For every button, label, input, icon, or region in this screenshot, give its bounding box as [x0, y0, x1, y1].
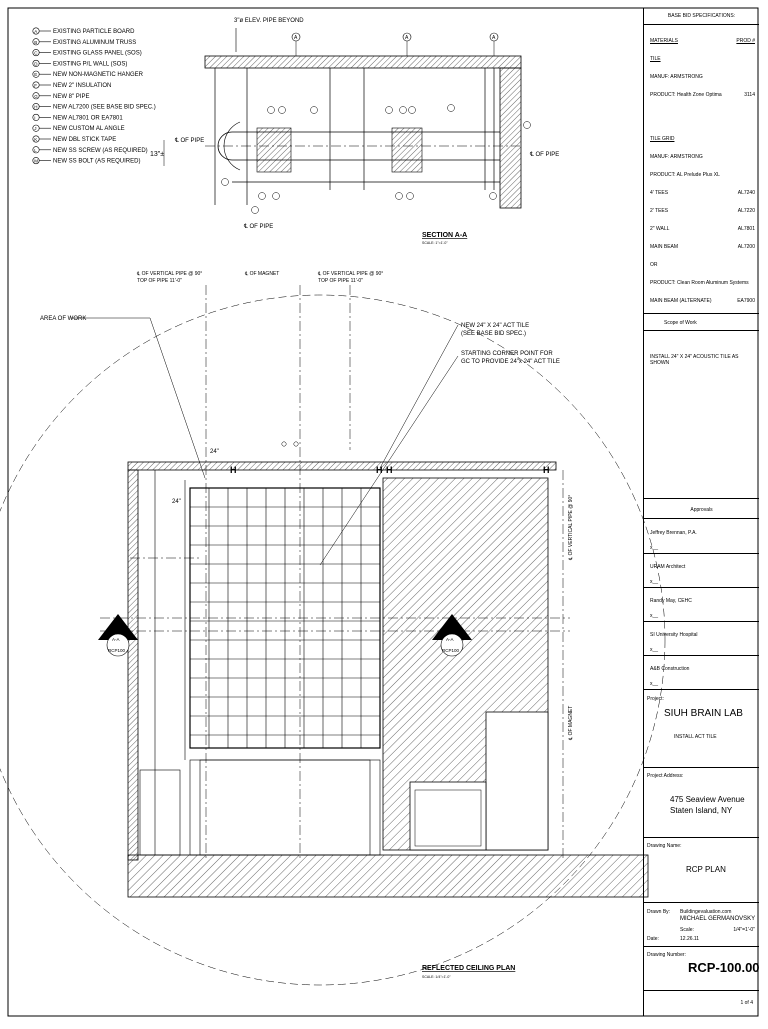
legend-key: A — [34, 29, 38, 34]
approval-entry: URAM Architect — [650, 564, 686, 570]
scale-value: 1/4"=1'-0" — [733, 927, 755, 933]
tile-label: TILE — [650, 56, 661, 62]
legend-key: H — [34, 104, 38, 110]
date-value: 12.26.11 — [680, 936, 700, 942]
legend-key: J — [34, 126, 37, 132]
main-beam-alt: MAIN BEAM (ALTERNATE) — [650, 298, 712, 304]
dim-24-top: 24" — [210, 449, 219, 455]
magnet-label-top: ℄ OF MAGNET — [245, 271, 280, 277]
svg-text:A: A — [294, 35, 298, 41]
drawn-by-1: Buildingevaluation.com — [680, 909, 732, 915]
reflected-ceiling-plan — [0, 271, 665, 985]
approval-entry: SI University Hospital — [650, 632, 698, 638]
grid-item-name: 2' TEES — [650, 208, 669, 214]
legend-key: E — [34, 72, 38, 78]
legend-text: EXISTING P/L WALL (SOS) — [53, 61, 128, 68]
materials-label: MATERIALS — [650, 38, 678, 44]
project-label: Project: — [647, 696, 664, 702]
legend-key: C — [34, 50, 38, 56]
section-pipe-cl-bottom: ℄ OF PIPE — [244, 224, 274, 230]
plan-title: REFLECTED CEILING PLAN — [422, 965, 516, 972]
address-line-2: Staten Island, NY — [670, 806, 733, 815]
legend-key: F — [34, 83, 38, 88]
grid-item-name: 2" WALL — [650, 226, 670, 232]
grid-markers — [292, 33, 498, 56]
grid-item-name: 4' TEES — [650, 190, 669, 196]
plan-scale: SCALE: 1/4"=1'-0" — [422, 975, 451, 979]
new-tile-note-2: (SEE BASE BID SPEC.) — [461, 331, 527, 337]
address-line-1: 475 Seaview Avenue — [670, 795, 745, 804]
section-pipe-cl-right: ℄ OF PIPE — [530, 152, 560, 158]
legend-text: NEW SS BOLT (AS REQUIRED) — [53, 158, 141, 165]
legend-text: NEW 8" PIPE — [53, 93, 90, 100]
manuf-1: MANUF: ARMSTRONG — [650, 74, 703, 80]
scope-header: Scope of Work — [664, 320, 697, 326]
legend-key: D — [34, 61, 38, 67]
legend-key: I — [34, 115, 36, 121]
legend-key: K — [34, 137, 38, 142]
right-pipe-label: ℄ OF VERTICAL PIPE @ 90° — [568, 494, 574, 560]
svg-text:H: H — [376, 465, 383, 475]
approval-entry: Jeffrey Brennan, P.A. — [650, 530, 697, 536]
svg-text:H: H — [230, 465, 237, 475]
pipe-label-1a: ℄ OF VERTICAL PIPE @ 90° — [137, 271, 203, 277]
legend-text: NEW SS SCREW (AS REQUIRED) — [53, 147, 148, 154]
svg-text:A-A: A-A — [112, 637, 120, 642]
right-magnet-label: ℄ OF MAGNET — [568, 705, 574, 740]
section-pipe-note: 3"ø ELEV. PIPE BEYOND — [234, 18, 304, 24]
scope-text: INSTALL 24" X 24" ACOUSTIC TILE AS SHOWN — [650, 354, 739, 366]
legend-text: NEW DBL STICK TAPE — [53, 137, 117, 143]
grid-item-code: AL7801 — [737, 226, 755, 232]
new-tile-note-1: NEW 24" X 24" ACT TILE — [461, 323, 530, 329]
corner-note-2: GC TO PROVIDE 24"x 24" ACT TILE — [461, 359, 560, 365]
legend-text: NEW CUSTOM AL ANGLE — [53, 126, 125, 133]
section-title: SECTION A-A — [422, 232, 468, 239]
main-beam-alt-code: EA7900 — [737, 298, 755, 304]
legend-text: EXISTING ALUMINUM TRUSS — [53, 39, 137, 46]
approval-entry: Randy May, CEHC — [650, 598, 692, 604]
pipe-label-1b: TOP OF PIPE 11'-0" — [137, 278, 182, 284]
drawing-name: RCP PLAN — [686, 865, 726, 874]
sheet-of: 1 of 4 — [740, 1000, 753, 1006]
section-a-a — [150, 18, 559, 245]
dim-24-side: 24" — [172, 499, 181, 505]
legend-text: NEW AL7801 OR EA7801 — [53, 115, 123, 122]
product-3: PRODUCT: Clean Room Aluminum Systems — [650, 280, 749, 286]
approvals-header: Approvals — [690, 507, 713, 513]
title-block: BASE BID SPECIFICATIONS: MATERIALS PROD # TILE MANUF: ARMSTRONG PRODUCT: Health Zone Optima 3114 TILE GRID MANUF: ARMSTRONG PRODUCT: AL Prelude Plus XL 4' TEES AL7240 2' TEES AL7220 2" WALL AL7801 MAIN BEAM AL7200 OR PRODUCT: Clean Room Aluminum Systems MAIN BEAM (ALTERNATE) EA7900 Scope of Work INSTALL 24" X 24" ACOUSTIC TILE AS SHOWN Approvals Jeffrey Brennan, P.A. x__ URAM Architect x__ Randy May, CEHC x__ SI University Hospital x__ A&B Construction x__ Project: SIUH BRAIN LAB INSTALL ACT TILE Project Address: 475 Seaview Avenue Staten Island, NY Drawing Name: RCP PLAN Drawn By: Buildingevaluation.com MICHAEL GERMANOVSKY Scale: 1/4"=1'-0" Date: 12.26.11 Drawing Number: RCP-100.00 1 of 4 — [643, 8, 759, 1016]
product-1: PRODUCT: Health Zone Optima — [650, 92, 722, 98]
product-2: PRODUCT: AL Prelude Plus XL — [650, 172, 720, 178]
corner-note-1: STARTING CORNER POINT FOR — [461, 351, 553, 357]
drawn-by-2: MICHAEL GERMANOVSKY — [680, 916, 756, 922]
svg-text:RCP100: RCP100 — [108, 648, 126, 653]
tile-grid-label: TILE GRID — [650, 136, 675, 142]
legend-text: EXISTING GLASS PANEL (SOS) — [53, 50, 142, 57]
legend-text: NEW AL7200 (SEE BASE BID SPEC.) — [53, 104, 156, 111]
legend-key: L — [34, 147, 37, 153]
grid-item-code: AL7200 — [737, 244, 755, 250]
svg-text:A: A — [405, 35, 409, 41]
area-of-work-label: AREA OF WORK — [40, 316, 87, 322]
product-no-label: PROD # — [736, 38, 755, 44]
legend-key: G — [34, 93, 38, 99]
svg-text:H: H — [386, 465, 393, 475]
legend-key: M — [34, 158, 39, 164]
svg-text:RCP100: RCP100 — [442, 648, 460, 653]
approval-entry: A&B Construction — [650, 666, 690, 672]
legend — [33, 28, 156, 165]
svg-text:H: H — [543, 465, 550, 475]
svg-text:A: A — [492, 35, 496, 41]
svg-text:A-A: A-A — [446, 637, 454, 642]
legend-text: NEW NON-MAGNETIC HANGER — [53, 72, 143, 79]
drawing-name-label: Drawing Name: — [647, 843, 682, 849]
date-label: Date: — [647, 936, 659, 942]
project-sub: INSTALL ACT TILE — [674, 734, 717, 740]
base-bid-header: BASE BID SPECIFICATIONS: — [667, 13, 736, 19]
pipe-label-3a: ℄ OF VERTICAL PIPE @ 90° — [318, 271, 384, 277]
product-1-no: 3114 — [744, 92, 755, 98]
grid-item-name: MAIN BEAM — [650, 244, 679, 250]
grid-item-code: AL7240 — [737, 190, 755, 196]
section-height-dim: 13"± — [150, 151, 165, 158]
or-label: OR — [650, 262, 658, 268]
drawn-by-label: Drawn By: — [647, 909, 671, 915]
manuf-2: MANUF: ARMSTRONG — [650, 154, 703, 160]
project-name: SIUH BRAIN LAB — [664, 708, 743, 719]
legend-text: EXISTING PARTICLE BOARD — [53, 29, 135, 35]
scale-label: Scale: — [680, 927, 694, 933]
legend-text: NEW 2" INSULATION — [53, 83, 112, 89]
grid-item-code: AL7220 — [737, 208, 755, 214]
drawing-number-label: Drawing Number: — [647, 952, 686, 958]
section-pipe-cl-label: ℄ OF PIPE — [175, 138, 205, 144]
drawing-number: RCP-100.00 — [688, 960, 760, 975]
legend-key: B — [34, 39, 38, 45]
pipe-label-3b: TOP OF PIPE 11'-0" — [318, 278, 363, 284]
section-dimensions — [150, 138, 559, 230]
section-scale: SCALE: 1"=1'-0" — [422, 241, 448, 245]
address-label: Project Address: — [647, 773, 684, 779]
